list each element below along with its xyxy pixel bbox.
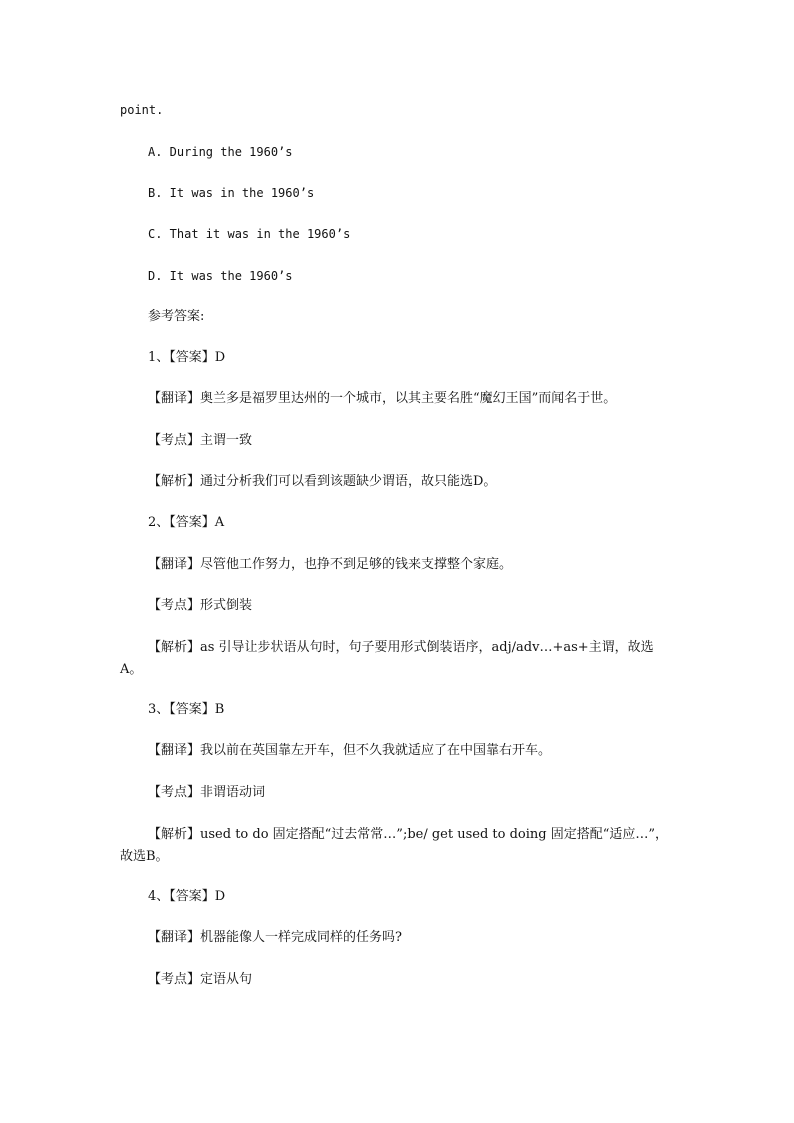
translation-4: 【翻译】机器能像人一样完成同样的任务吗? [148, 930, 402, 945]
answer-3: 3、【答案】B [148, 702, 225, 717]
point-2: 【考点】形式倒装 [148, 598, 253, 613]
analysis-2: 【解析】as 引导让步状语从句时，句子要用形式倒装语序，adj/adv…+as+主谓，故选A。 [120, 640, 654, 677]
answers-heading: 参考答案: [148, 309, 205, 324]
option-d: D. It was the 1960’s [148, 269, 293, 283]
option-b: B. It was in the 1960’s [148, 186, 315, 200]
option-a: A. During the 1960’s [148, 145, 293, 159]
answer-2: 2、【答案】A [148, 515, 225, 530]
point-3: 【考点】非谓语动词 [148, 785, 266, 800]
answer-4: 4、【答案】D [148, 889, 226, 904]
point-1: 【考点】主谓一致 [148, 433, 253, 448]
question-tail: point. [120, 103, 164, 117]
option-c: C. That it was in the 1960’s [148, 227, 351, 241]
analysis-1: 【解析】通过分析我们可以看到该题缺少谓语，故只能选D。 [148, 474, 497, 489]
answer-1: 1、【答案】D [148, 350, 226, 365]
analysis-3: 【解析】used to do 固定搭配“过去常常…”;be/ get used to doing 固定搭配“适应…”，故选B。 [120, 827, 669, 864]
point-4: 【考点】定语从句 [148, 972, 253, 987]
translation-2: 【翻译】尽管他工作努力，也挣不到足够的钱来支撑整个家庭。 [148, 557, 513, 572]
translation-1: 【翻译】奥兰多是福罗里达州的一个城市，以其主要名胜“魔幻王国”而闻名于世。 [148, 391, 617, 406]
translation-3: 【翻译】我以前在英国靠左开车，但不久我就适应了在中国靠右开车。 [148, 743, 552, 758]
